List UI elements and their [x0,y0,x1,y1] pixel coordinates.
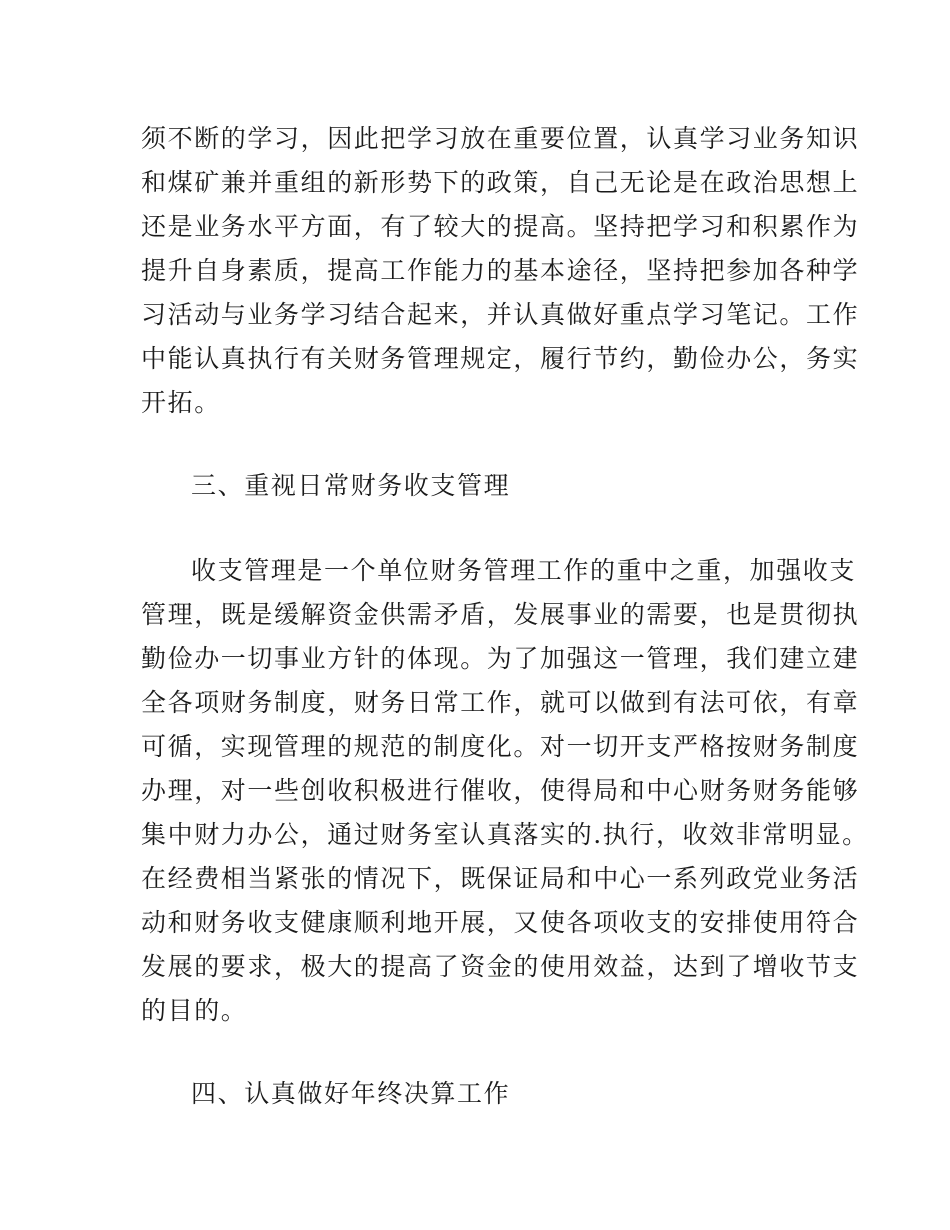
paragraph-1-line-7: 开拓。 [141,388,221,417]
paragraph-2-line-10: 发展的要求，极大的提高了资金的使用效益，达到了增收节支 [141,952,860,981]
paragraph-1-line-4: 提升自身素质，提高工作能力的基本途径，坚持把参加各种学 [141,256,860,285]
paragraph-2-line-3: 勤俭办一切事业方针的体现。为了加强这一管理，我们建立建 [141,644,860,673]
paragraph-2-line-4: 全各项财务制度，财务日常工作，就可以做到有法可依，有章 [141,688,860,717]
paragraph-2-line-11: 的目的。 [141,996,248,1025]
paragraph-1-line-3: 还是业务水平方面，有了较大的提高。坚持把学习和积累作为 [141,212,860,241]
paragraph-1-line-5: 习活动与业务学习结合起来，并认真做好重点学习笔记。工作 [141,300,860,329]
paragraph-2-line-2: 管理，既是缓解资金供需矛盾，发展事业的需要，也是贯彻执 [141,600,860,629]
paragraph-2-line-9: 动和财务收支健康顺利地开展，又使各项收支的安排使用符合 [141,908,860,937]
section-heading-3: 三、重视日常财务收支管理 [191,471,511,500]
paragraph-1-line-1: 须不断的学习，因此把学习放在重要位置，认真学习业务知识 [141,124,860,153]
paragraph-2-line-1: 收支管理是一个单位财务管理工作的重中之重，加强收支 [191,556,857,585]
paragraph-2-line-5: 可循，实现管理的规范的制度化。对一切开支严格按财务制度 [141,732,860,761]
paragraph-2-line-7: 集中财力办公，通过财务室认真落实的.执行，收效非常明显。 [141,820,869,849]
paragraph-2-line-6: 办理，对一些创收积极进行催收，使得局和中心财务财务能够 [141,776,860,805]
section-heading-4: 四、认真做好年终决算工作 [191,1079,511,1108]
paragraph-2-line-8: 在经费相当紧张的情况下，既保证局和中心一系列政党业务活 [141,864,860,893]
paragraph-1-line-2: 和煤矿兼并重组的新形势下的政策，自己无论是在政治思想上 [141,168,860,197]
paragraph-1-line-6: 中能认真执行有关财务管理规定，履行节约，勤俭办公，务实 [141,344,860,373]
